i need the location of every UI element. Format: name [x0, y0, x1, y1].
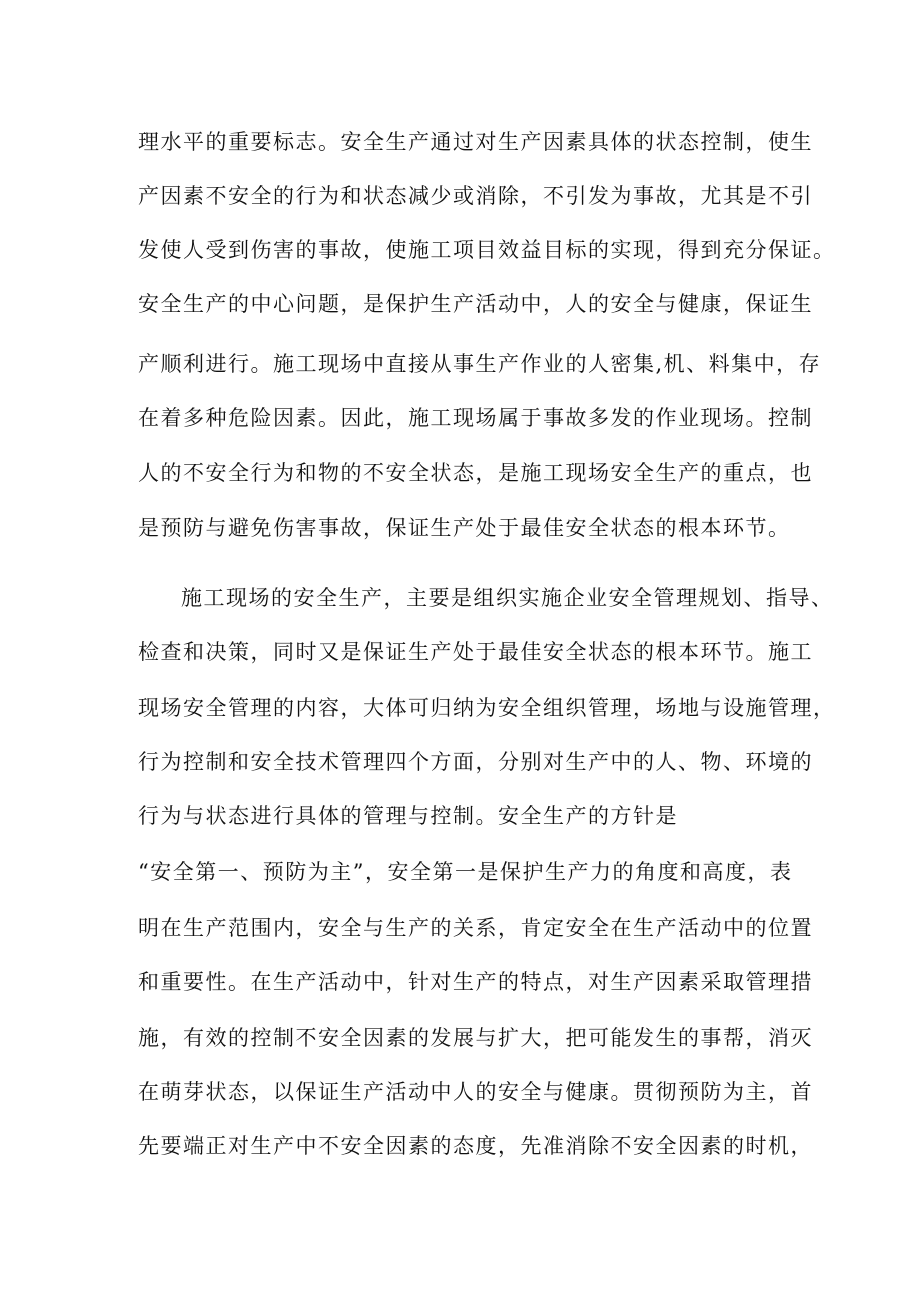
text-line: 安全生产的中心问题，是保护生产活动中，人的安全与健康，保证生: [138, 292, 813, 316]
text-line: 人的不安全行为和物的不安全状态，是施工现场安全生产的重点，也: [138, 461, 813, 485]
text-line: 在萌芽状态，以保证生产活动中人的安全与健康。贯彻预防为主，首: [138, 1080, 813, 1104]
paragraph-first-line: 施工现场的安全生产，主要是组织实施企业安全管理规划、指导、: [181, 586, 834, 610]
text-line: 是预防与避免伤害事故，保证生产处于最佳安全状态的根本环节。: [138, 516, 791, 540]
text-line: 行为控制和安全技术管理四个方面，分别对生产中的人、物、环境的: [138, 750, 813, 774]
text-line: 和重要性。在生产活动中，针对生产的特点，对生产因素采取管理措: [138, 970, 813, 994]
text-line: 施，有效的控制不安全因素的发展与扩大，把可能发生的事帮，消灭: [138, 1026, 813, 1050]
text-line: 现场安全管理的内容，大体可归纳为安全组织管理，场地与设施管理，: [138, 696, 836, 720]
text-line: 理水平的重要标志。安全生产通过对生产因素具体的状态控制，使生: [138, 130, 813, 154]
text-line: 先要端正对生产中不安全因素的态度，先准消除不安全因素的时机，: [138, 1134, 813, 1158]
text-line: “安全第一、预防为主”，安全第一是保护生产力的角度和高度，表: [138, 860, 793, 884]
text-line: 发使人受到伤害的事故，使施工项目效益目标的实现，得到充分保证。: [138, 238, 836, 262]
text-line: 产顺利进行。施工现场中直接从事生产作业的人密集,机、料集中，存: [138, 352, 822, 376]
text-line: 检查和决策，同时又是保证生产处于最佳安全状态的根本环节。施工: [138, 640, 813, 664]
text-line: 行为与状态进行具体的管理与控制。安全生产的方针是: [138, 804, 678, 828]
text-line: 明在生产范围内，安全与生产的关系，肯定安全在生产活动中的位置: [138, 916, 813, 940]
text-line: 在着多种危险因素。因此，施工现场属于事故多发的作业现场。控制: [138, 406, 813, 430]
text-line: 产因素不安全的行为和状态减少或消除，不引发为事故，尤其是不引: [138, 184, 813, 208]
